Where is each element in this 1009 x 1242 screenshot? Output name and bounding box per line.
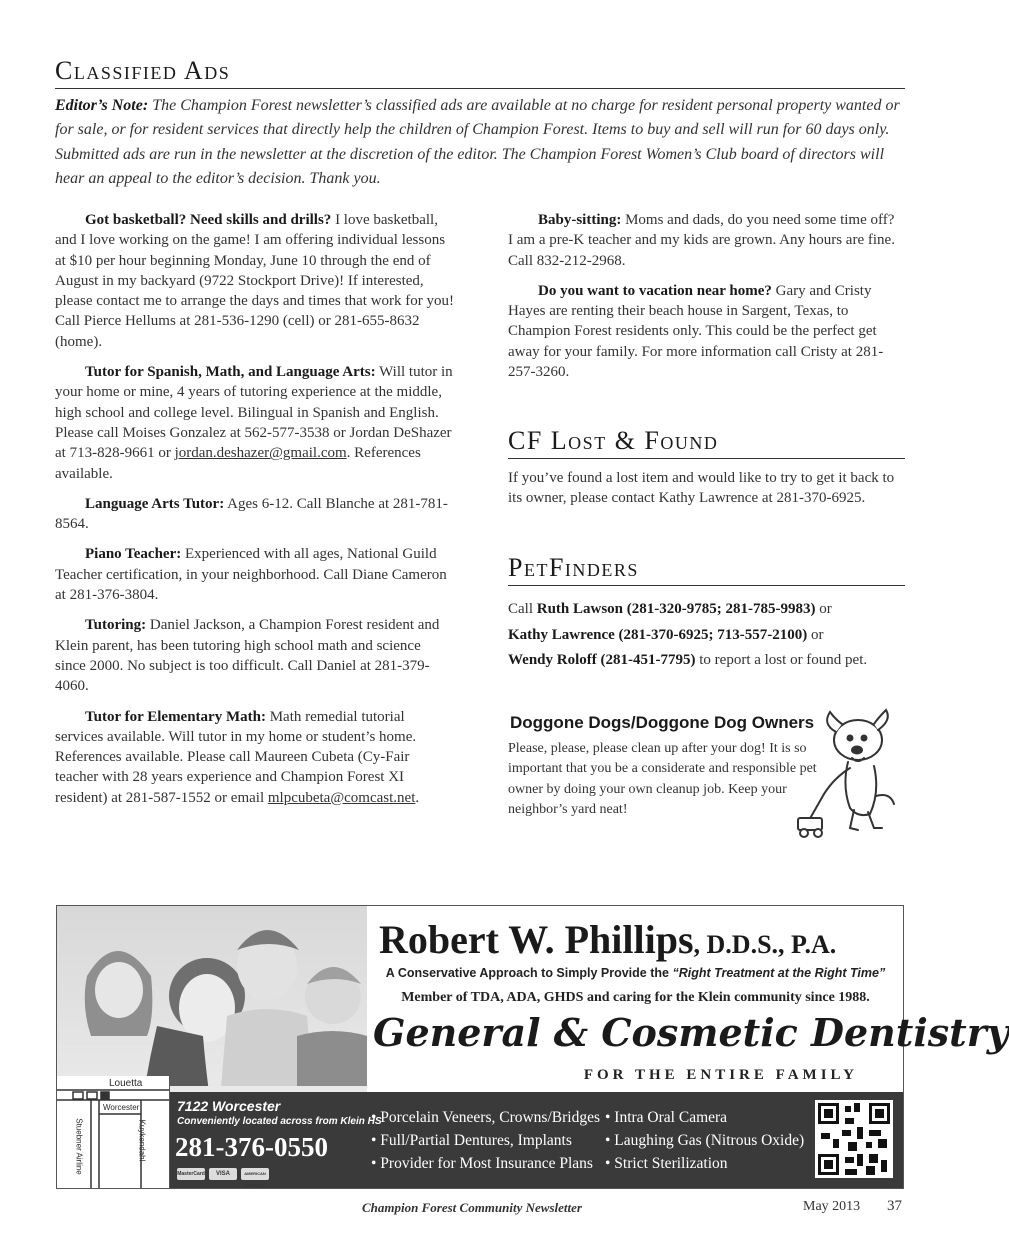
service-item: • Provider for Most Insurance Plans xyxy=(371,1155,593,1172)
mastercard-icon: MasterCard xyxy=(177,1168,205,1180)
email-link-deshazer[interactable]: jordan.deshazer@gmail.com xyxy=(174,445,347,462)
map-label-kuykendahl: Kuykendahl xyxy=(137,1119,147,1162)
lost-found-heading: CF Lost & Found xyxy=(508,426,905,459)
map-label-stuebner: Stuebner Airline xyxy=(74,1118,84,1175)
dentist-advertisement xyxy=(56,905,1009,1189)
ad-elementary-math: Tutor for Elementary Math: Math remedial tutorial services available. Will tutor in my home or student’s home. References available. Please call Maureen Cubeta (Cy-Fair teacher with 28 years experience and Champion Forest XI resident) at 281-587-1552 or email mlpcubeta@comcast.net. xyxy=(55,708,420,806)
dentist-credentials: , D.D.S., P.A. xyxy=(693,930,837,959)
map-label-louetta: Louetta xyxy=(109,1078,143,1089)
ad-baby-sitting: Baby-sitting: Moms and dads, do you need some time off? I am a pre-K teacher and my kids are grown. Any hours are fine. Call 832-212-2968. xyxy=(508,212,895,269)
payment-cards xyxy=(177,1168,273,1187)
ad-vacation: Do you want to vacation near home? Gary and Cristy Hayes are renting their beach house in Sargent, Texas, to Champion Forest residents only. This could be the perfect get away for your family. For more information call Cristy at 281-257-3260. xyxy=(508,282,884,381)
service-item: • Strict Sterilization xyxy=(605,1155,728,1172)
footer-newsletter-title: Champion Forest Community Newsletter xyxy=(362,1200,582,1215)
footer-page-number: 37 xyxy=(887,1198,902,1214)
ad-family-line: FOR THE ENTIRE FAMILY xyxy=(583,1067,858,1083)
editors-note-lead: Editor’s Note: xyxy=(55,97,149,114)
petfinder-ruth: Ruth Lawson (281-320-9785; 281-785-9983) xyxy=(536,601,816,617)
petfinder-kathy: Kathy Lawrence (281-370-6925; 713-557-2100) xyxy=(508,626,808,643)
amex-icon: AMERICAN EXPRESS xyxy=(241,1168,269,1180)
petfinders-heading: PetFinders xyxy=(508,553,905,586)
ad-spanish-tutor: Tutor for Spanish, Math, and Language Arts: Will tutor in your home or mine, 4 years of tutoring experience at the middle, high school and college level. Bilingual in Spanish and English. Please call Moises Gonzalez at 562-577-3538 or Jordan DeShazer at 713-828-9661 or jordan.deshazer@gmail.com. References available. xyxy=(55,364,453,482)
footer-date: May 2013 xyxy=(803,1199,861,1214)
left-column xyxy=(55,210,455,818)
service-item: • Porcelain Veneers, Crowns/Bridges xyxy=(371,1109,600,1126)
ad-piano-teacher: Piano Teacher: Experienced with all ages, National Guild Teacher certification, in your neighborhood. Call Diane Cameron at 281-376-3804. xyxy=(55,546,447,604)
service-item: • Full/Partial Dentures, Implants xyxy=(371,1132,572,1149)
dentist-name: Robert W. Phillips, D.D.S., P.A. xyxy=(379,917,837,962)
ad-location-note: Conveniently located across from Klein HS xyxy=(177,1116,382,1127)
ad-tagline: A Conservative Approach to Simply Provide the “Right Treatment at the Right Time” xyxy=(385,966,886,980)
lost-found-text: If you’ve found a lost item and would like to try to get it back to its owner, please contact Kathy Lawrence at 281-370-6925. xyxy=(508,470,895,507)
ad-tutoring: Tutoring: Daniel Jackson, a Champion Forest resident and Klein parent, has been tutoring high school math and science since 2000. No subject is too difficult. Call Daniel at 281-379-4060. xyxy=(55,617,440,695)
doggone-text: Please, please, please clean up after your dog! It is so important that you be a considerate and responsible pet owner by doing your own cleanup job. Keep your neighbor’s yard neat! xyxy=(508,741,817,817)
email-link-cubeta[interactable]: mlpcubeta@comcast.net xyxy=(267,789,416,806)
editors-note xyxy=(55,94,907,192)
map-label-worcester: Worcester xyxy=(103,1103,140,1112)
location-map xyxy=(57,1076,170,1188)
petfinder-wendy: Wendy Roloff (281-451-7795) xyxy=(508,652,696,668)
services-left xyxy=(371,1106,600,1175)
qr-code-icon[interactable] xyxy=(815,1100,893,1178)
ad-script-title: General & Cosmetic Dentistry xyxy=(373,1010,1009,1055)
doggone-heading: Doggone Dogs/Doggone Dog Owners xyxy=(510,713,815,732)
visa-icon: VISA xyxy=(209,1168,237,1180)
service-item: • Intra Oral Camera xyxy=(605,1109,728,1126)
ad-language-arts: Language Arts Tutor: Ages 6-12. Call Blanche at 281-781-8564. xyxy=(55,495,448,533)
petfinders-list: Call Ruth Lawson (281-320-9785; 281-785-9983) or Kathy Lawrence (281-370-6925; 713-557-2100) or Wendy Roloff (281-451-7795) to report a lost or found pet. xyxy=(508,601,868,668)
right-column-ads xyxy=(508,210,903,392)
editors-note-text: The Champion Forest newsletter’s classified ads are available at no charge for resident personal property wanted or for sale, or for resident services that directly help the children of Champion Forest. Items to buy and sell will run for 60 days only. Submitted ads are run in the newsletter at the discretion of the editor. The Champion Forest Women’s Club board of directors will hear an appeal to the editor’s decision. Thank you. xyxy=(55,97,900,188)
ad-address: 7122 Worcester xyxy=(177,1098,281,1114)
classified-ads-heading: Classified Ads xyxy=(55,56,905,89)
service-item: • Laughing Gas (Nitrous Oxide) xyxy=(605,1132,805,1149)
ad-membership: Member of TDA, ADA, GHDS and caring for the Klein community since 1988. xyxy=(401,990,870,1005)
ad-phone: 281-376-0550 xyxy=(175,1132,328,1162)
services-right xyxy=(605,1106,804,1175)
ad-basketball: Got basketball? Need skills and drills? I love basketball, and I love working on the game! I am offering individual lessons at $10 per hour beginning Monday, June 10 through the end of August in my backyard (9722 Stockport Drive)! If interested, please contact me to arrange the days and times that work for you! Call Pierce Hellums at 281-536-1290 (cell) or 281-655-8632 (home). xyxy=(55,212,455,350)
dog-mower-icon xyxy=(796,706,906,842)
